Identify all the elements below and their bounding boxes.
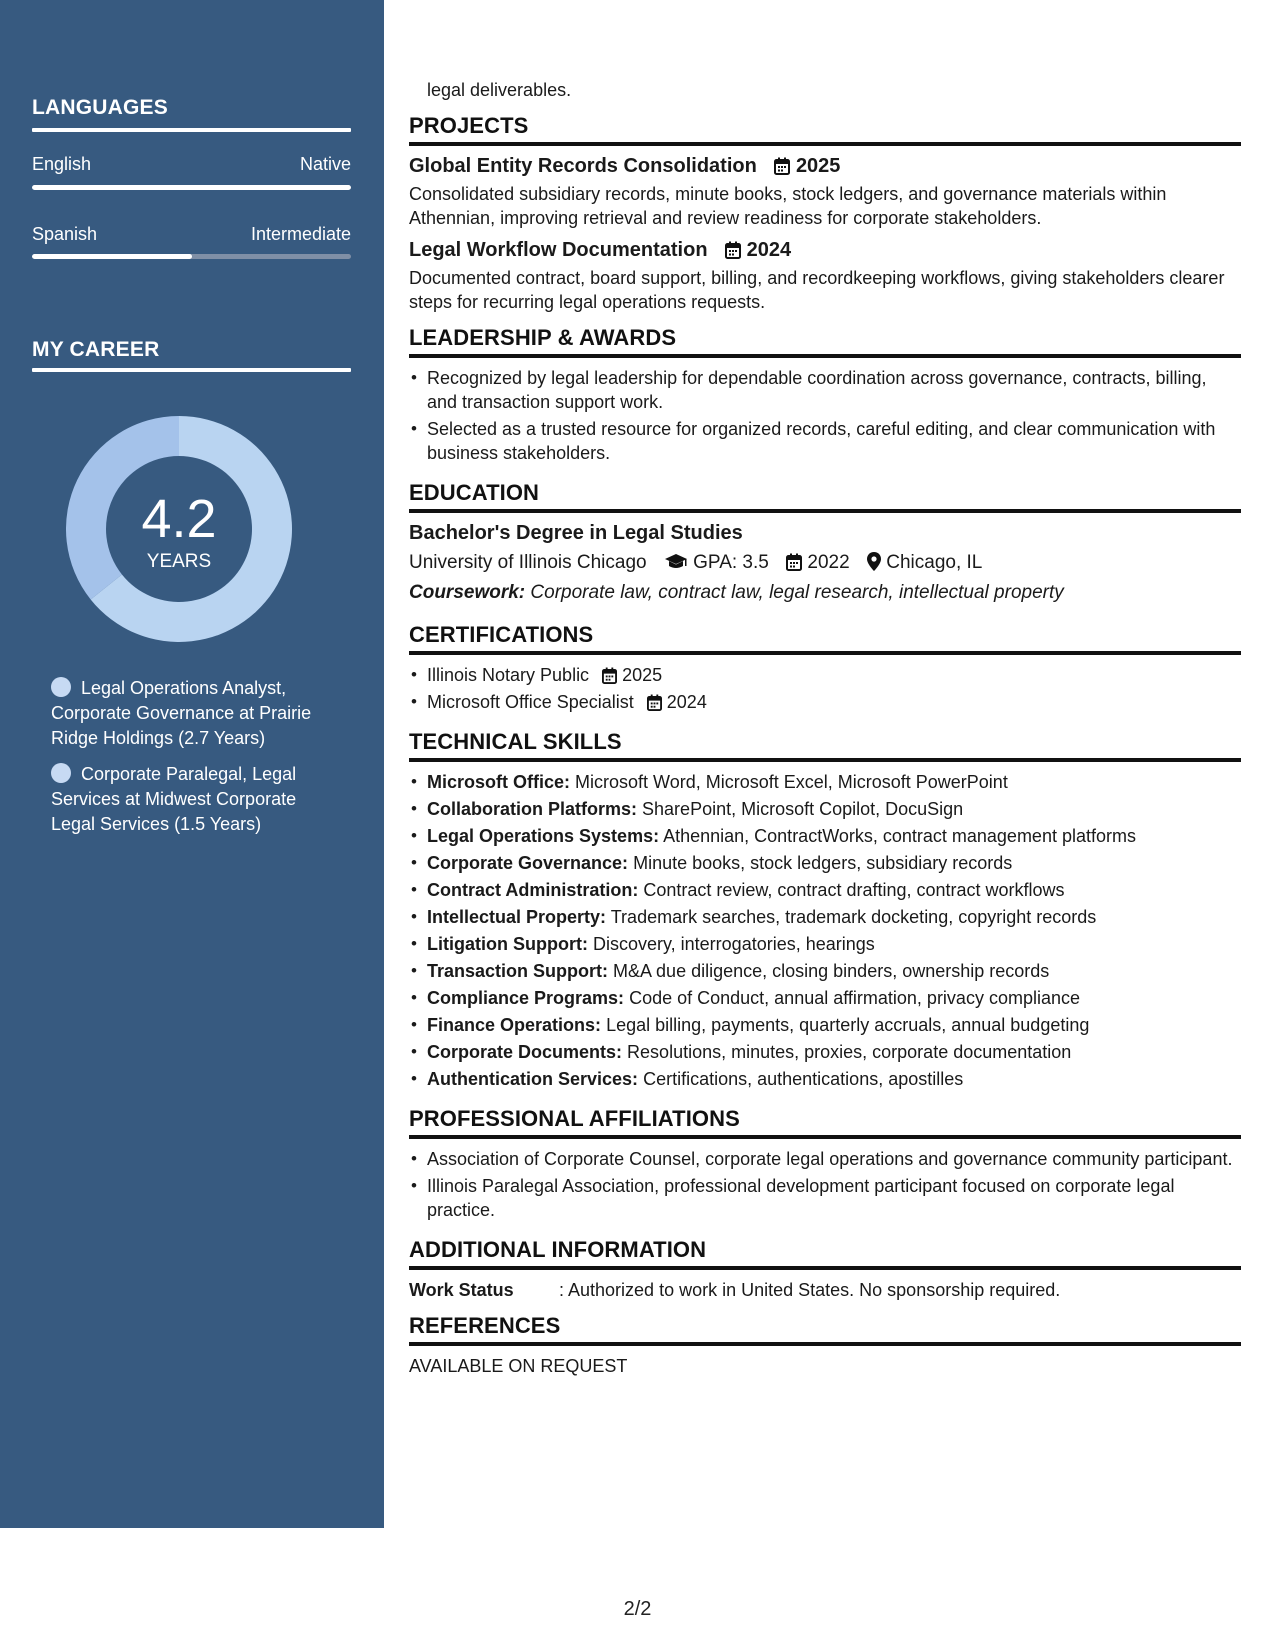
education-school: University of Illinois Chicago (409, 552, 647, 573)
project-year: 2024 (746, 239, 792, 261)
skill-label: Legal Operations Systems: (427, 826, 660, 846)
skill-label: Corporate Documents: (427, 1042, 623, 1062)
project-title (409, 238, 1241, 262)
skill-item (427, 824, 1241, 848)
skill-item (427, 986, 1241, 1010)
projects-heading: PROJECTS (409, 114, 1241, 146)
language-proficiency-bar (32, 254, 351, 259)
language-proficiency-fill (32, 254, 192, 259)
skill-value: Resolutions, minutes, proxies, corporate documentation (627, 1042, 1072, 1062)
education-location: Chicago, IL (886, 552, 983, 573)
affiliation-item: • Association of Corporate Counsel, corporate legal operations and governance community participant. (427, 1147, 1241, 1171)
career-item (51, 676, 331, 751)
references-heading: REFERENCES (409, 1314, 1241, 1346)
skills-heading: TECHNICAL SKILLS (409, 730, 1241, 762)
skill-label: Finance Operations: (427, 1015, 602, 1035)
career-list (51, 676, 331, 848)
graduation-cap-icon (664, 552, 693, 573)
skill-label: Contract Administration: (427, 880, 639, 900)
skill-value: M&A due diligence, closing binders, ownership records (613, 961, 1050, 981)
skills-list (409, 770, 1241, 1091)
references-text: AVAILABLE ON REQUEST (409, 1356, 628, 1376)
education-heading: EDUCATION (409, 481, 1241, 513)
skill-item (427, 1013, 1241, 1037)
career-total-years: 4.2 (141, 489, 217, 549)
skill-item (427, 851, 1241, 875)
skill-label: Collaboration Platforms: (427, 799, 638, 819)
leadership-heading: LEADERSHIP & AWARDS (409, 326, 1241, 358)
certification-item (427, 690, 1241, 714)
skill-item (427, 1040, 1241, 1064)
language-proficiency-bar (32, 185, 351, 190)
calendar-icon (602, 665, 622, 685)
affiliations-heading: PROFESSIONAL AFFILIATIONS (409, 1107, 1241, 1139)
education-gpa: GPA: 3.5 (693, 552, 769, 573)
education-degree: Bachelor's Degree in Legal Studies (409, 522, 743, 544)
languages-heading: LANGUAGES (32, 96, 168, 119)
leadership-list (409, 366, 1241, 465)
skill-label: Corporate Governance: (427, 853, 629, 873)
career-dot-icon (51, 763, 71, 783)
project-item (409, 238, 1241, 314)
project-description: Consolidated subsidiary records, minute books, stock ledgers, and governance materials within Athennian, improving retrieval and review readiness for corporate stakeholders. (409, 184, 1167, 228)
career-heading-rule (32, 368, 351, 372)
calendar-icon (647, 692, 667, 712)
certification-year: 2025 (622, 665, 663, 685)
skill-label: Microsoft Office: (427, 772, 571, 792)
skill-label: Authentication Services: (427, 1069, 639, 1089)
project-item (409, 154, 1241, 230)
calendar-icon (786, 552, 807, 573)
project-description: Documented contract, board support, billing, and recordkeeping workflows, giving stakeholders clearer steps for recurring legal operations requests. (409, 268, 1225, 312)
affiliations-list (409, 1147, 1241, 1222)
skill-value: Certifications, authentications, apostilles (643, 1069, 964, 1089)
skill-item (427, 932, 1241, 956)
education-details (409, 551, 1241, 575)
career-dot-icon (51, 677, 71, 697)
sidebar (0, 0, 384, 1528)
certifications-heading: CERTIFICATIONS (409, 623, 1241, 655)
location-pin-icon (867, 552, 886, 573)
leadership-item: • Selected as a trusted resource for organized records, careful editing, and clear communication with business stakeholders. (427, 417, 1241, 465)
education-year: 2022 (807, 552, 850, 573)
skill-value: SharePoint, Microsoft Copilot, DocuSign (642, 799, 964, 819)
calendar-icon (725, 239, 747, 261)
skill-value: Minute books, stock ledgers, subsidiary records (633, 853, 1013, 873)
skill-item (427, 770, 1241, 794)
work-status-row (409, 1278, 1241, 1302)
languages-heading-rule (32, 128, 351, 132)
project-name: Global Entity Records Consolidation (409, 155, 757, 177)
page-number: 2/2 (623, 1598, 652, 1620)
skill-label: Transaction Support: (427, 961, 609, 981)
skill-value: Code of Conduct, annual affirmation, privacy compliance (629, 988, 1080, 1008)
certification-item (427, 663, 1241, 687)
education-coursework (409, 581, 1241, 605)
language-name: Spanish (32, 224, 98, 244)
skill-label: Intellectual Property: (427, 907, 607, 927)
career-donut-chart (66, 416, 292, 642)
career-item-text: Corporate Paralegal, Legal Services at Midwest Corporate Legal Services (1.5 Years) (51, 764, 297, 834)
certification-name: Microsoft Office Specialist (427, 692, 634, 712)
project-year: 2025 (795, 155, 841, 177)
skill-item (427, 878, 1241, 902)
career-item (51, 762, 331, 837)
project-name: Legal Workflow Documentation (409, 239, 708, 261)
career-item-text: Legal Operations Analyst, Corporate Governance at Prairie Ridge Holdings (2.7 Years) (51, 678, 312, 748)
skill-value: Athennian, ContractWorks, contract management platforms (663, 826, 1136, 846)
additional-info-heading: ADDITIONAL INFORMATION (409, 1238, 1241, 1270)
project-title (409, 154, 1241, 178)
skill-value: Discovery, interrogatories, hearings (592, 934, 875, 954)
carry-over-text: legal deliverables. (427, 80, 572, 100)
skill-value: Trademark searches, trademark docketing, copyright records (610, 907, 1097, 927)
skill-item (427, 905, 1241, 929)
skill-item (427, 797, 1241, 821)
certification-year: 2024 (666, 692, 707, 712)
coursework-label: Coursework: (409, 582, 526, 603)
career-heading: MY CAREER (32, 338, 160, 361)
language-level: Intermediate (250, 224, 351, 244)
skill-item (427, 959, 1241, 983)
leadership-item: • Recognized by legal leadership for dependable coordination across governance, contracts, billing, and transaction support work. (427, 366, 1241, 414)
work-status-value: : Authorized to work in United States. No sponsorship required. (559, 1280, 1061, 1300)
skill-value: Legal billing, payments, quarterly accruals, annual budgeting (606, 1015, 1090, 1035)
coursework-text: Corporate law, contract law, legal research, intellectual property (530, 582, 1064, 603)
certifications-list (409, 663, 1241, 714)
career-donut-center (66, 416, 292, 642)
skill-label: Litigation Support: (427, 934, 588, 954)
work-status-label: Work Status (409, 1280, 514, 1300)
main-content (409, 78, 1241, 1378)
skill-value: Contract review, contract drafting, contract workflows (643, 880, 1065, 900)
skill-value: Microsoft Word, Microsoft Excel, Microsoft PowerPoint (575, 772, 1008, 792)
calendar-icon (774, 155, 796, 177)
affiliation-item: • Illinois Paralegal Association, professional development participant focused on corporate legal practice. (427, 1174, 1241, 1222)
certification-name: Illinois Notary Public (427, 665, 590, 685)
skill-label: Compliance Programs: (427, 988, 625, 1008)
language-proficiency-fill (32, 185, 351, 190)
language-name: English (32, 154, 92, 174)
skill-item (427, 1067, 1241, 1091)
language-level: Native (299, 154, 351, 174)
career-total-unit: YEARS (146, 551, 212, 572)
